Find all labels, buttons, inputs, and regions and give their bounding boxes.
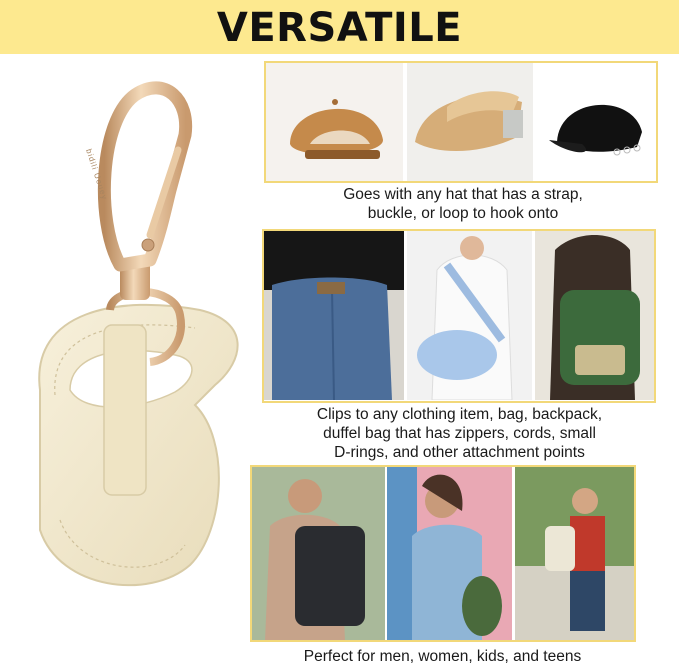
caption-line: Goes with any hat that has a strap, [343, 186, 583, 203]
crossbody-bag-photo [407, 230, 532, 400]
people-row [250, 466, 635, 641]
page-title: VERSATILE [216, 5, 463, 51]
kid-backpack-photo [515, 466, 635, 641]
brown-cap-photo [265, 62, 403, 182]
hats-row [265, 62, 657, 182]
caption-line: D-rings, and other attachment points [334, 444, 585, 461]
clothing-caption [262, 405, 657, 462]
product-engraving: bidili Uouey [84, 147, 110, 202]
jeans-photo [262, 230, 404, 400]
straw-visor-photo [407, 62, 533, 182]
black-cap-photo [537, 62, 657, 182]
green-backpack-photo [535, 230, 655, 400]
product-image [0, 60, 262, 600]
caption-line: Clips to any clothing item, bag, backpack, [316, 406, 603, 423]
leather-strap-icon [39, 305, 237, 585]
clothing-row [262, 230, 655, 400]
man-backpack-photo [250, 466, 385, 641]
caption-line: buckle, or loop to hook onto [367, 205, 559, 222]
caption-line: Perfect for men, women, kids, and teens [303, 648, 582, 665]
caption-line: duffel bag that has zippers, cords, small [323, 425, 596, 442]
people-caption [250, 647, 635, 666]
woman-backpack-photo [387, 466, 512, 641]
hats-caption [268, 185, 658, 223]
